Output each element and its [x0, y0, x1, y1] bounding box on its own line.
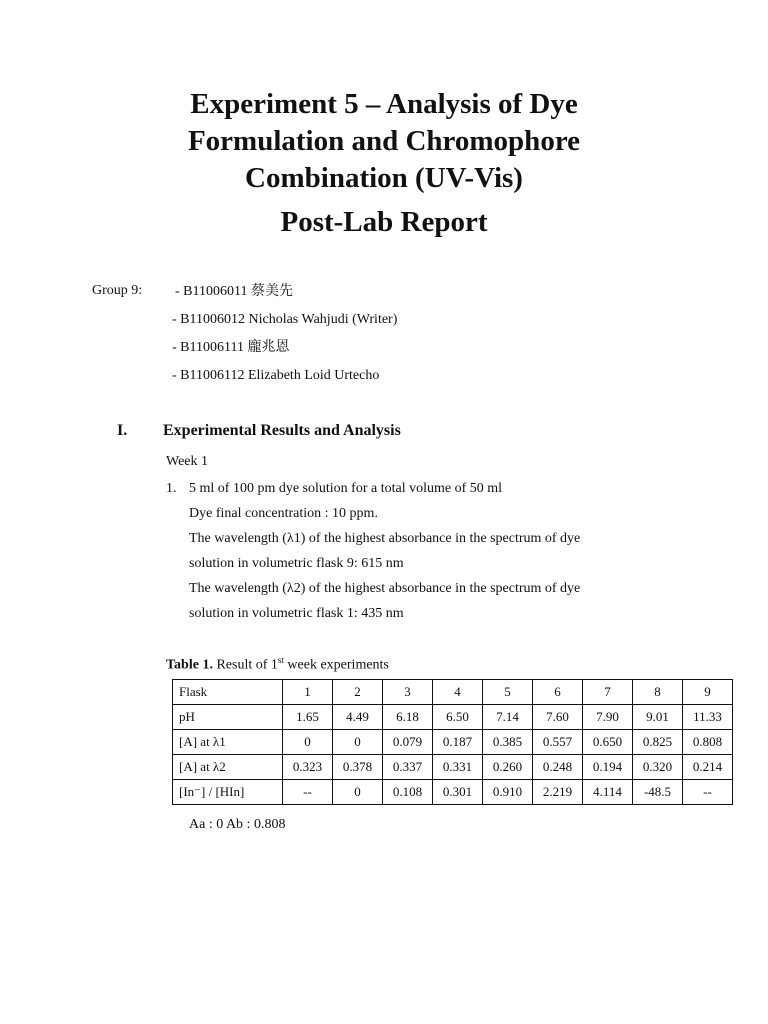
table-cell: 0.214 — [683, 755, 733, 780]
table-cell: 11.33 — [683, 705, 733, 730]
table-cell: 9 — [683, 680, 733, 705]
table-cell: 4.114 — [583, 780, 633, 805]
week-label: Week 1 — [166, 454, 209, 469]
table-cell: 6.18 — [383, 705, 433, 730]
table-cell: 1.65 — [283, 705, 333, 730]
table-cell: 0.079 — [383, 730, 433, 755]
table-row — [173, 755, 733, 780]
row-header-cell: [In⁻] / [HIn] — [173, 780, 283, 805]
table-cell: 0.557 — [533, 730, 583, 755]
table-caption-tail: week experiments — [283, 657, 389, 673]
title-line: Formulation and Chromophore — [187, 125, 581, 157]
table-cell: 6.50 — [433, 705, 483, 730]
group-member: - B11006011 蔡美先 — [175, 284, 293, 299]
group-member: - B11006111 龐兆恩 — [172, 340, 290, 355]
section-title: Experimental Results and Analysis — [163, 422, 401, 439]
table-caption-text: Result of 1 — [212, 657, 278, 673]
table-cell: 6 — [533, 680, 583, 705]
section-number: I. — [117, 422, 128, 439]
list-item-line: Dye final concentration : 10 ppm. — [189, 506, 378, 521]
table-cell: 0.320 — [633, 755, 683, 780]
table-caption-superscript: st — [277, 655, 284, 665]
table-cell: 7.60 — [533, 705, 583, 730]
title-line: Combination (UV-Vis) — [245, 162, 523, 194]
table-cell: 7.14 — [483, 705, 533, 730]
list-item-line: The wavelength (λ2) of the highest absorbance in the spectrum of dye — [189, 581, 581, 596]
table-cell: 0.331 — [433, 755, 483, 780]
table-cell: 0.323 — [283, 755, 333, 780]
table-cell: 3 — [383, 680, 433, 705]
table-row — [173, 705, 733, 730]
table-cell: 4 — [433, 680, 483, 705]
table-cell: 5 — [483, 680, 533, 705]
section-heading — [117, 422, 401, 440]
table-cell: 0.385 — [483, 730, 533, 755]
table-cell: 7 — [583, 680, 633, 705]
table-cell: 0 — [283, 730, 333, 755]
document-subtitle: Post-Lab Report — [280, 206, 488, 238]
table-cell: 8 — [633, 680, 683, 705]
table-cell: 0.808 — [683, 730, 733, 755]
table-cell: 0.301 — [433, 780, 483, 805]
row-header-cell: Flask — [173, 680, 283, 705]
list-item-line: solution in volumetric flask 9: 615 nm — [189, 556, 404, 571]
table-caption — [166, 655, 389, 674]
table-cell: 1 — [283, 680, 333, 705]
table-cell: 0.910 — [483, 780, 533, 805]
table-cell: 0.260 — [483, 755, 533, 780]
table-cell: -48.5 — [633, 780, 683, 805]
list-item-line: 5 ml of 100 pm dye solution for a total volume of 50 ml — [189, 481, 503, 496]
table-cell: 7.90 — [583, 705, 633, 730]
table-cell: 0.108 — [383, 780, 433, 805]
table-cell: 4.49 — [333, 705, 383, 730]
table-cell: 0.194 — [583, 755, 633, 780]
document-title — [0, 86, 768, 197]
title-line: Experiment 5 – Analysis of Dye — [190, 88, 578, 120]
row-header-cell: pH — [173, 705, 283, 730]
table-cell: -- — [683, 780, 733, 805]
table-cell: 9.01 — [633, 705, 683, 730]
table-cell: 0.650 — [583, 730, 633, 755]
table-cell: 0.248 — [533, 755, 583, 780]
table-cell: 0.187 — [433, 730, 483, 755]
table-cell: 0.337 — [383, 755, 433, 780]
table-cell: -- — [283, 780, 333, 805]
table-cell: 0.825 — [633, 730, 683, 755]
table-cell: 0.378 — [333, 755, 383, 780]
group-label: Group 9: — [92, 283, 143, 298]
group-member: - B11006112 Elizabeth Loid Urtecho — [172, 368, 380, 383]
table-cell: 0 — [333, 780, 383, 805]
row-header-cell: [A] at λ1 — [173, 730, 283, 755]
table-row — [173, 780, 733, 805]
table-cell: 2 — [333, 680, 383, 705]
table-row — [173, 730, 733, 755]
group-member: - B11006012 Nicholas Wahjudi (Writer) — [172, 312, 398, 327]
table-caption-label: Table 1. — [166, 657, 213, 673]
row-header-cell: [A] at λ2 — [173, 755, 283, 780]
table-cell: 0 — [333, 730, 383, 755]
list-item-line: The wavelength (λ1) of the highest absorbance in the spectrum of dye — [189, 531, 581, 546]
results-table — [172, 679, 733, 805]
list-item-line: solution in volumetric flask 1: 435 nm — [189, 606, 404, 621]
list-item-number: 1. — [166, 481, 177, 496]
absorbance-note: Aa : 0 Ab : 0.808 — [189, 817, 286, 832]
table-cell: 2.219 — [533, 780, 583, 805]
table-row — [173, 680, 733, 705]
